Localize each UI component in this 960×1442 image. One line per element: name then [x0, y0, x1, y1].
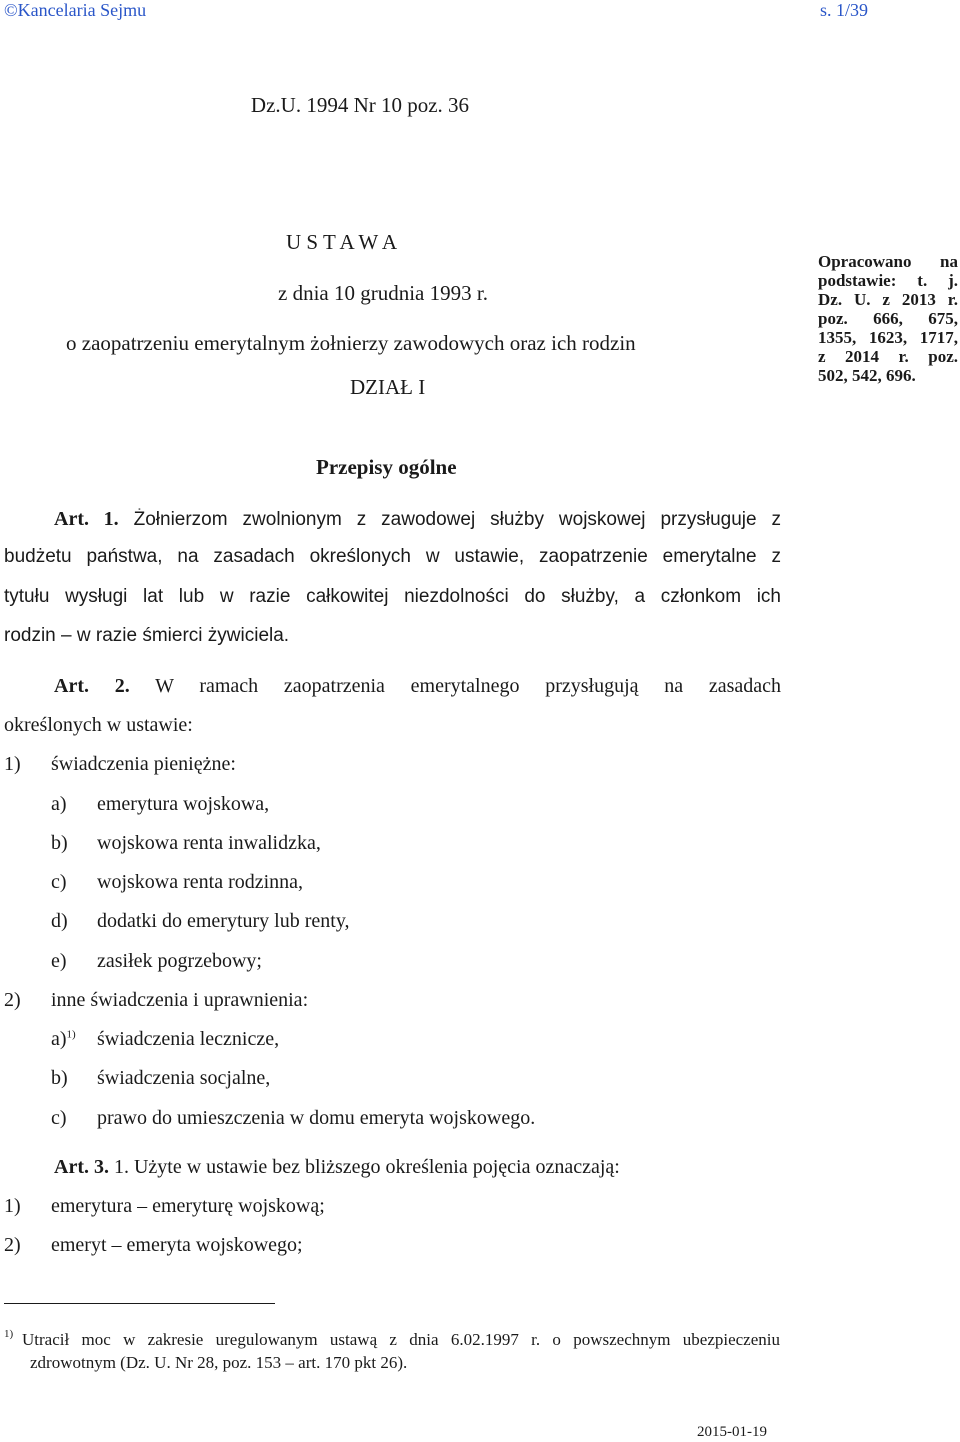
footnote-separator [4, 1303, 275, 1304]
footer-date: 2015-01-19 [697, 1424, 767, 1440]
list-item-letter: a)$^{1)}$ [51, 1028, 76, 1050]
list-item-number: 1) [4, 1195, 21, 1217]
source-note-line: Opracowano na [818, 252, 958, 271]
art3-line [54, 1156, 620, 1179]
document-citation: Dz.U. 1994 Nr 10 poz. 36 [250, 93, 470, 117]
page-number: s. 1/39 [819, 0, 868, 20]
document-subject: o zaopatrzeniu emerytalnym żołnierzy zawodowych oraz ich rodzin [66, 331, 636, 355]
list-item-text: świadczenia socjalne, [97, 1067, 271, 1089]
list-item-letter: c) [51, 871, 67, 893]
art1-text: Żołnierzom zwolnionym z zawodowej służby wojskowej przysługuje z [133, 509, 781, 530]
list-item-text: świadczenia lecznicze, [97, 1028, 280, 1050]
source-note-line: Dz. U. z 2013 r. [818, 290, 958, 309]
source-note-line: 502, 542, 696. [818, 366, 916, 385]
source-note-line: poz. 666, 675, [818, 309, 958, 328]
list-item-number: 2) [4, 1234, 21, 1256]
list-item-letter: b) [51, 1067, 68, 1089]
footnote-ref: 1) [66, 1028, 76, 1041]
art2-line: określonych w ustawie: [4, 714, 193, 736]
list-item-letter: b) [51, 832, 68, 854]
art1-line: rodzin – w razie śmierci żywiciela. [4, 625, 290, 646]
division-heading: DZIAŁ I [350, 375, 426, 399]
list-item-letter: d) [51, 910, 68, 932]
art1-line: budżetu państwa, na zasadach określonych w ustawie, zaopatrzenie emerytalne z [4, 546, 781, 567]
source-note [818, 252, 958, 385]
list-item-text: emerytura wojskowa, [97, 793, 270, 815]
source-note-line: 1355, 1623, 1717, [818, 328, 958, 347]
art2-line [54, 675, 781, 698]
list-item-text: emerytura – emeryturę wojskową; [51, 1195, 325, 1217]
list-item-text: prawo do umieszczenia w domu emeryta wojskowego. [97, 1107, 536, 1129]
list-item-text: emeryt – emeryta wojskowego; [51, 1234, 303, 1256]
art2-text: W ramach zaopatrzenia emerytalnego przysługują na zasadach [155, 675, 782, 697]
copyright-label: ©Kancelaria Sejmu [4, 0, 147, 20]
footnote-line: zdrowotnym (Dz. U. Nr 28, poz. 153 – art. 170 pkt 26). [30, 1353, 408, 1372]
list-item-letter: a) [51, 793, 67, 815]
list-item-letter: c) [51, 1107, 67, 1129]
list-item-text: świadczenia pieniężne: [51, 753, 236, 775]
list-item-text: dodatki do emerytury lub renty, [97, 910, 350, 932]
art1-line: tytułu wysługi lat lub w razie całkowitej niezdolności do służby, a członkom ich [4, 586, 781, 607]
list-item-number: 1) [4, 753, 21, 775]
list-item-text: wojskowa renta rodzinna, [97, 871, 304, 893]
art3-text: 1. Użyte w ustawie bez bliższego określenia pojęcia oznaczają: [113, 1156, 620, 1178]
footnote-marker: 1) [4, 1328, 14, 1340]
source-note-line: z 2014 r. poz. [818, 347, 958, 366]
footnote-text [22, 1330, 780, 1350]
art3-label: Art. 3. [54, 1156, 109, 1178]
chapter-heading: Przepisy ogólne [316, 455, 457, 479]
list-item-text: inne świadczenia i uprawnienia: [51, 989, 309, 1011]
art2-label: Art. 2. [54, 675, 130, 697]
list-item-letter: e) [51, 950, 67, 972]
document-date: z dnia 10 grudnia 1993 r. [278, 281, 488, 305]
art1-line [54, 508, 781, 531]
list-item-number: 2) [4, 989, 21, 1011]
art1-label: Art. 1. [54, 508, 119, 530]
document-type: U S T A W A [286, 230, 398, 254]
footnote-line: Utracił moc w zakresie uregulowanym ustawą z dnia 6.02.1997 r. o powszechnym ubezpieczeniu [22, 1330, 780, 1349]
source-note-line: podstawie: t. j. [818, 271, 958, 290]
list-item-text: zasiłek pogrzebowy; [97, 950, 262, 972]
list-item-text: wojskowa renta inwalidzka, [97, 832, 321, 854]
